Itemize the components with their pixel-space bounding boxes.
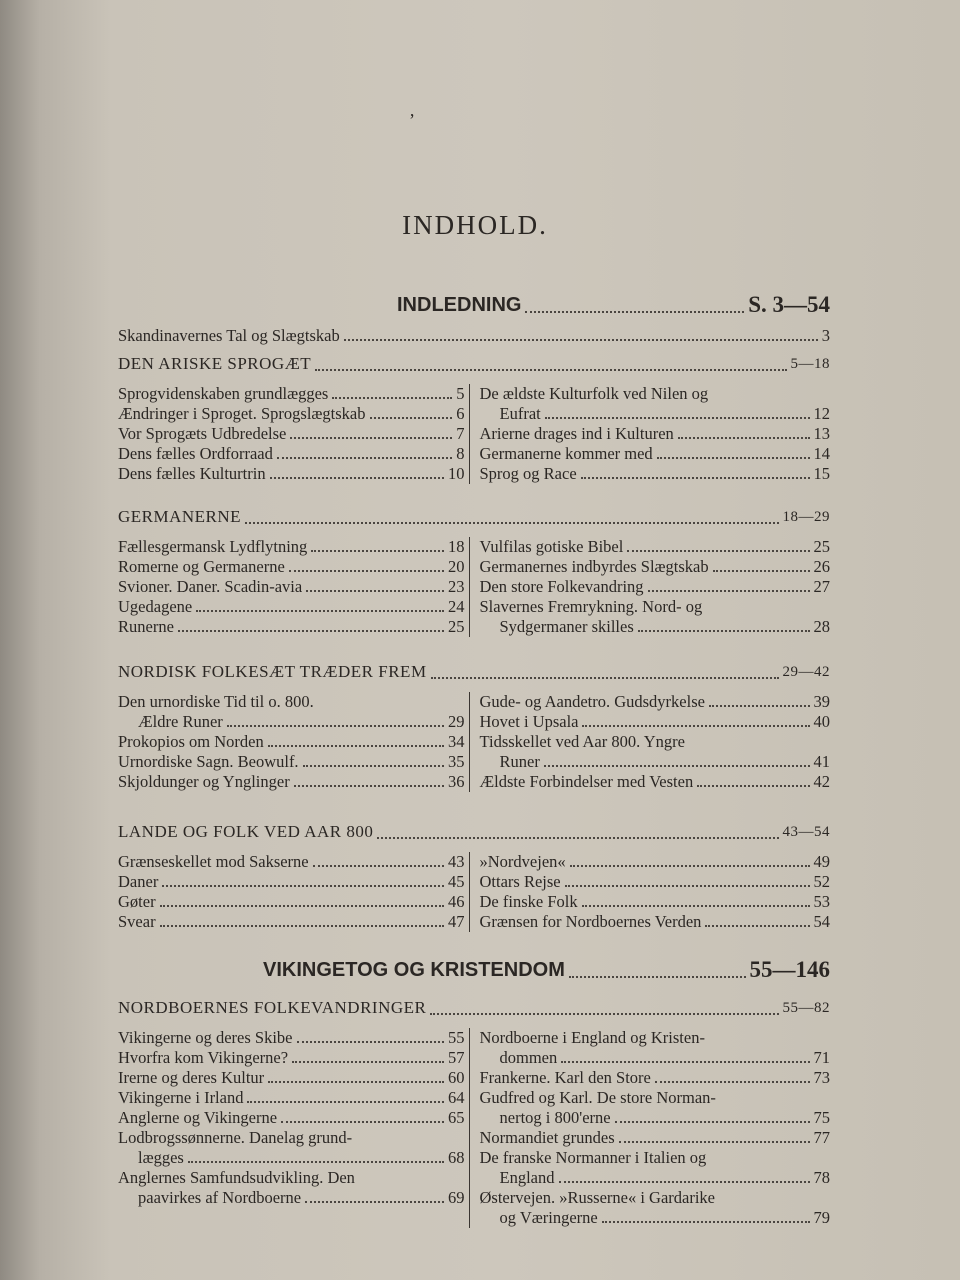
dot-leader xyxy=(305,1201,444,1203)
entry-title: England xyxy=(499,1168,555,1187)
toc-entry xyxy=(480,872,831,892)
entry-title: Dens fælles Kulturtrin xyxy=(118,464,266,483)
toc-entry xyxy=(118,557,465,577)
dot-leader xyxy=(178,630,444,632)
page-number: 18—29 xyxy=(782,509,830,525)
dot-leader xyxy=(581,477,810,479)
toc-entry xyxy=(480,617,831,637)
entry-title: Østervejen. »Russerne« i Gardarike xyxy=(479,1188,716,1207)
entry-title: Germanerne kommer med xyxy=(479,444,653,463)
page-number: 46 xyxy=(448,892,465,911)
page-number: 42 xyxy=(813,772,830,791)
page-number: 49 xyxy=(813,852,830,871)
dot-leader xyxy=(525,311,744,313)
entry-title: Ugedagene xyxy=(118,597,193,616)
page-number: 3 xyxy=(821,326,830,345)
page-number: 35 xyxy=(448,752,465,771)
entry-title: LANDE OG FOLK VED AAR 800 xyxy=(118,822,374,841)
dot-leader xyxy=(657,457,810,459)
toc-entry xyxy=(118,577,465,597)
page-number: 55—82 xyxy=(782,1000,830,1016)
page-number: 10 xyxy=(448,464,465,483)
dot-leader xyxy=(303,765,444,767)
entry-title: Urnordiske Sagn. Beowulf. xyxy=(118,752,299,771)
page-number: 43—54 xyxy=(782,824,830,840)
entry-title: Frankerne. Karl den Store xyxy=(479,1068,651,1087)
dot-leader xyxy=(544,765,810,767)
toc-entry xyxy=(118,617,465,637)
dot-leader xyxy=(582,905,810,907)
entry-title: Vor Sprogæts Udbredelse xyxy=(118,424,287,443)
toc-entry xyxy=(118,1088,465,1108)
dot-leader xyxy=(559,1181,810,1183)
toc-entry xyxy=(480,1048,831,1068)
entry-title: Eufrat xyxy=(499,404,541,423)
entry-title: dommen xyxy=(499,1048,558,1067)
part-heading xyxy=(263,957,830,983)
dot-leader xyxy=(545,417,810,419)
toc-entry xyxy=(118,752,465,772)
toc-entry xyxy=(118,404,465,424)
toc-entry xyxy=(480,912,831,932)
page-number: 64 xyxy=(448,1088,465,1107)
entry-title: GERMANERNE xyxy=(118,507,242,526)
page-number: 24 xyxy=(448,597,465,616)
dot-leader xyxy=(227,725,444,727)
toc-entry xyxy=(118,326,830,346)
page-number: 52 xyxy=(813,872,830,891)
page-number: 20 xyxy=(448,557,465,576)
entry-title: Svear xyxy=(118,912,156,931)
entry-title: INDLEDNING xyxy=(397,294,522,316)
entry-title: og Væringerne xyxy=(499,1208,598,1227)
part-title xyxy=(263,957,830,983)
entry-title: Prokopios om Norden xyxy=(118,732,264,751)
dot-leader xyxy=(277,457,452,459)
page-number: 29 xyxy=(448,712,465,731)
toc-entry xyxy=(480,752,831,772)
section-title xyxy=(118,660,830,684)
dot-leader xyxy=(627,550,809,552)
toc-entry xyxy=(118,892,465,912)
page-number: 73 xyxy=(813,1068,830,1087)
page-number: 23 xyxy=(448,577,465,596)
page-number: 5 xyxy=(456,384,465,403)
page-number: 45 xyxy=(448,872,465,891)
entry-title: Irerne og deres Kultur xyxy=(118,1068,265,1087)
left-column xyxy=(118,537,470,637)
entry-title: De franske Normanner i Italien og xyxy=(479,1148,707,1167)
entry-title: Hovet i Upsala xyxy=(479,712,579,731)
dot-leader xyxy=(709,705,810,707)
entry-title: Grænseskellet mod Sakserne xyxy=(118,852,309,871)
page-number: 68 xyxy=(448,1148,465,1167)
toc-entry xyxy=(118,326,830,346)
dot-leader xyxy=(705,925,809,927)
section-title xyxy=(118,505,830,529)
dot-leader xyxy=(188,1161,444,1163)
dot-leader xyxy=(196,610,444,612)
dot-leader xyxy=(281,1121,444,1123)
dot-leader xyxy=(370,417,453,419)
right-column xyxy=(470,692,831,792)
dot-leader xyxy=(582,725,809,727)
toc-entry xyxy=(480,892,831,912)
toc-entry xyxy=(118,1028,465,1048)
page-number: 43 xyxy=(448,852,465,871)
toc-entry xyxy=(480,732,831,752)
entry-title: Gøter xyxy=(118,892,156,911)
entry-title: Tidsskellet ved Aar 800. Yngre xyxy=(479,732,685,751)
toc-entry xyxy=(118,597,465,617)
dot-leader xyxy=(615,1121,810,1123)
page-number: 41 xyxy=(813,752,830,771)
toc-entry xyxy=(118,464,465,484)
right-column xyxy=(470,1028,831,1228)
dot-leader xyxy=(561,1061,809,1063)
toc-entry xyxy=(480,444,831,464)
entry-title: Arierne drages ind i Kulturen xyxy=(479,424,674,443)
dot-leader xyxy=(377,837,778,839)
entry-title: Romerne og Germanerne xyxy=(118,557,285,576)
dot-leader xyxy=(297,1041,444,1043)
toc-entry xyxy=(480,1028,831,1048)
dot-leader xyxy=(306,590,444,592)
toc-entry xyxy=(480,852,831,872)
section-title xyxy=(118,820,830,844)
page-number: 65 xyxy=(448,1108,465,1127)
entry-title: Vulfilas gotiske Bibel xyxy=(479,537,624,556)
page-number: 27 xyxy=(813,577,830,596)
left-column xyxy=(118,852,470,932)
dot-leader xyxy=(430,1013,778,1015)
section-columns xyxy=(118,1028,830,1228)
entry-title: Lodbrogssønnerne. Danelag grund- xyxy=(118,1128,353,1147)
entry-title: Vikingerne og deres Skibe xyxy=(118,1028,293,1047)
toc-entry xyxy=(118,1128,465,1148)
page-number: 75 xyxy=(813,1108,830,1127)
toc-entry xyxy=(118,424,465,444)
page-number: 14 xyxy=(813,444,830,463)
page-number: 18 xyxy=(448,537,465,556)
toc-entry xyxy=(480,1108,831,1128)
page-number: 78 xyxy=(813,1168,830,1187)
page-number: 55 xyxy=(448,1028,465,1047)
dot-leader xyxy=(289,570,444,572)
part-title xyxy=(397,292,830,318)
page-title: INDHOLD. xyxy=(402,210,548,240)
toc-entry xyxy=(118,444,465,464)
toc-entry xyxy=(118,912,465,932)
page-number: 29—42 xyxy=(782,664,830,680)
entry-title: Gude- og Aandetro. Gudsdyrkelse xyxy=(479,692,705,711)
page-number: 28 xyxy=(813,617,830,636)
page-number: 39 xyxy=(813,692,830,711)
dot-leader xyxy=(292,1061,444,1063)
left-column xyxy=(118,692,470,792)
toc-entry xyxy=(118,772,465,792)
stray-mark: ’ xyxy=(409,110,415,130)
section xyxy=(118,505,830,637)
entry-title: paavirkes af Nordboerne xyxy=(138,1188,302,1207)
dot-leader xyxy=(569,976,746,978)
section xyxy=(118,996,830,1228)
page-number: 5—18 xyxy=(790,356,830,372)
toc-entry xyxy=(118,1188,465,1208)
toc-entry xyxy=(480,712,831,732)
section-columns xyxy=(118,384,830,484)
dot-leader xyxy=(268,745,444,747)
entry-title: Skandinavernes Tal og Slægtskab xyxy=(118,326,340,345)
page-number: 25 xyxy=(448,617,465,636)
page-number: S. 3—54 xyxy=(748,292,830,317)
toc-entry xyxy=(480,1188,831,1208)
section-title xyxy=(118,996,830,1020)
dot-leader xyxy=(619,1141,810,1143)
toc-entry xyxy=(480,424,831,444)
dot-leader xyxy=(638,630,810,632)
section-columns xyxy=(118,692,830,792)
dot-leader xyxy=(162,885,444,887)
entry-title: Normandiet grundes xyxy=(479,1128,615,1147)
entry-title: Vikingerne i Irland xyxy=(118,1088,244,1107)
entry-title: Sprogvidenskaben grundlægges xyxy=(118,384,329,403)
entry-title: nertog i 800'erne xyxy=(499,1108,611,1127)
left-column xyxy=(118,1028,470,1228)
dot-leader xyxy=(678,437,810,439)
entry-title: Slavernes Fremrykning. Nord- og xyxy=(479,597,703,616)
toc-entry xyxy=(118,1048,465,1068)
entry-title: Dens fælles Ordforraad xyxy=(118,444,273,463)
toc-entry xyxy=(480,577,831,597)
page-number: 60 xyxy=(448,1068,465,1087)
entry-title: NORDBOERNES FOLKEVANDRINGER xyxy=(118,998,427,1017)
page-number: 6 xyxy=(456,404,465,423)
dot-leader xyxy=(431,677,779,679)
dot-leader xyxy=(290,437,452,439)
page-number: 36 xyxy=(448,772,465,791)
entry-title: Den store Folkevandring xyxy=(479,577,644,596)
section xyxy=(118,352,830,484)
entry-title: NORDISK FOLKESÆT TRÆDER FREM xyxy=(118,662,427,681)
section-columns xyxy=(118,852,830,932)
dot-leader xyxy=(565,885,810,887)
toc-entry xyxy=(480,597,831,617)
toc-entry xyxy=(118,1068,465,1088)
page-number: 57 xyxy=(448,1048,465,1067)
dot-leader xyxy=(713,570,810,572)
page-number: 40 xyxy=(813,712,830,731)
toc-entry xyxy=(480,404,831,424)
dot-leader xyxy=(655,1081,810,1083)
entry-title: Anglernes Samfundsudvikling. Den xyxy=(118,1168,355,1187)
page-number: 15 xyxy=(813,464,830,483)
page-number: 25 xyxy=(813,537,830,556)
toc-entry xyxy=(480,464,831,484)
page-number: 7 xyxy=(456,424,465,443)
page-number: 8 xyxy=(456,444,465,463)
entry-title: Hvorfra kom Vikingerne? xyxy=(118,1048,289,1067)
toc-entry xyxy=(480,1128,831,1148)
entry-title: lægges xyxy=(138,1148,184,1167)
entry-title: Sydgermaner skilles xyxy=(499,617,634,636)
entry-title: Den urnordiske Tid til o. 800. xyxy=(118,692,314,711)
entry-title: Ottars Rejse xyxy=(479,872,561,891)
page-number: 55—146 xyxy=(749,957,830,982)
part-heading xyxy=(397,292,830,318)
toc-entry xyxy=(480,537,831,557)
toc-entry xyxy=(118,732,465,752)
entry-title: Daner xyxy=(118,872,159,891)
entry-title: Ældre Runer xyxy=(138,712,223,731)
page-number: 12 xyxy=(813,404,830,423)
dot-leader xyxy=(270,477,444,479)
entry-title: Gudfred og Karl. De store Norman- xyxy=(479,1088,716,1107)
entry-title: VIKINGETOG OG KRISTENDOM xyxy=(263,959,565,981)
entry-title: Germanernes indbyrdes Slægtskab xyxy=(479,557,709,576)
dot-leader xyxy=(245,522,778,524)
dot-leader xyxy=(247,1101,444,1103)
section-title xyxy=(118,352,830,376)
entry-title: Runerne xyxy=(118,617,174,636)
entry-title: »Nordvejen« xyxy=(479,852,566,871)
toc-entry xyxy=(480,1168,831,1188)
dot-leader xyxy=(268,1081,444,1083)
toc-entry xyxy=(480,1208,831,1228)
entry-title: Nordboerne i England og Kristen- xyxy=(479,1028,705,1047)
entry-title: Runer xyxy=(499,752,540,771)
section xyxy=(118,820,830,932)
dot-leader xyxy=(648,590,810,592)
toc-entry xyxy=(118,537,465,557)
page-number: 54 xyxy=(813,912,830,931)
dot-leader xyxy=(160,925,444,927)
toc-entry xyxy=(480,1068,831,1088)
dot-leader xyxy=(315,369,786,371)
dot-leader xyxy=(332,397,452,399)
dot-leader xyxy=(311,550,444,552)
right-column xyxy=(470,852,831,932)
toc-entry xyxy=(480,557,831,577)
entry-title: Ændringer i Sproget. Sprogslægtskab xyxy=(118,404,366,423)
dot-leader xyxy=(294,785,444,787)
entry-title: Sprog og Race xyxy=(479,464,577,483)
section-columns xyxy=(118,537,830,637)
entry-title: De finske Folk xyxy=(479,892,578,911)
section xyxy=(118,660,830,792)
toc-entry xyxy=(480,1088,831,1108)
page-number: 71 xyxy=(813,1048,830,1067)
toc-entry xyxy=(118,692,465,712)
page-number: 34 xyxy=(448,732,465,751)
toc-entry xyxy=(118,1168,465,1188)
entry-title: De ældste Kulturfolk ved Nilen og xyxy=(479,384,709,403)
right-column xyxy=(470,537,831,637)
left-column xyxy=(118,384,470,484)
toc-entry xyxy=(118,712,465,732)
page-number: 77 xyxy=(813,1128,830,1147)
toc-entry xyxy=(480,384,831,404)
entry-title: Grænsen for Nordboernes Verden xyxy=(479,912,702,931)
toc-entry xyxy=(118,1108,465,1128)
toc-entry xyxy=(118,872,465,892)
dot-leader xyxy=(570,865,810,867)
toc-entry xyxy=(118,384,465,404)
dot-leader xyxy=(697,785,809,787)
page-number: 69 xyxy=(448,1188,465,1207)
entry-title: Ældste Forbindelser med Vesten xyxy=(479,772,694,791)
toc-entry xyxy=(480,772,831,792)
toc-entry xyxy=(480,692,831,712)
page-number: 47 xyxy=(448,912,465,931)
page-number: 79 xyxy=(813,1208,830,1227)
toc-entry xyxy=(118,852,465,872)
right-column xyxy=(470,384,831,484)
page-number: 26 xyxy=(813,557,830,576)
entry-title: Skjoldunger og Ynglinger xyxy=(118,772,290,791)
entry-title: Svioner. Daner. Scadin-avia xyxy=(118,577,303,596)
dot-leader xyxy=(160,905,444,907)
toc-entry xyxy=(480,1148,831,1168)
entry-title: DEN ARISKE SPROGÆT xyxy=(118,354,312,373)
page-number: 53 xyxy=(813,892,830,911)
entry-title: Fællesgermansk Lydflytning xyxy=(118,537,308,556)
toc-entry xyxy=(118,1148,465,1168)
dot-leader xyxy=(313,865,444,867)
entry-title: Anglerne og Vikingerne xyxy=(118,1108,278,1127)
dot-leader xyxy=(602,1221,810,1223)
dot-leader xyxy=(344,339,818,341)
page-number: 13 xyxy=(813,424,830,443)
